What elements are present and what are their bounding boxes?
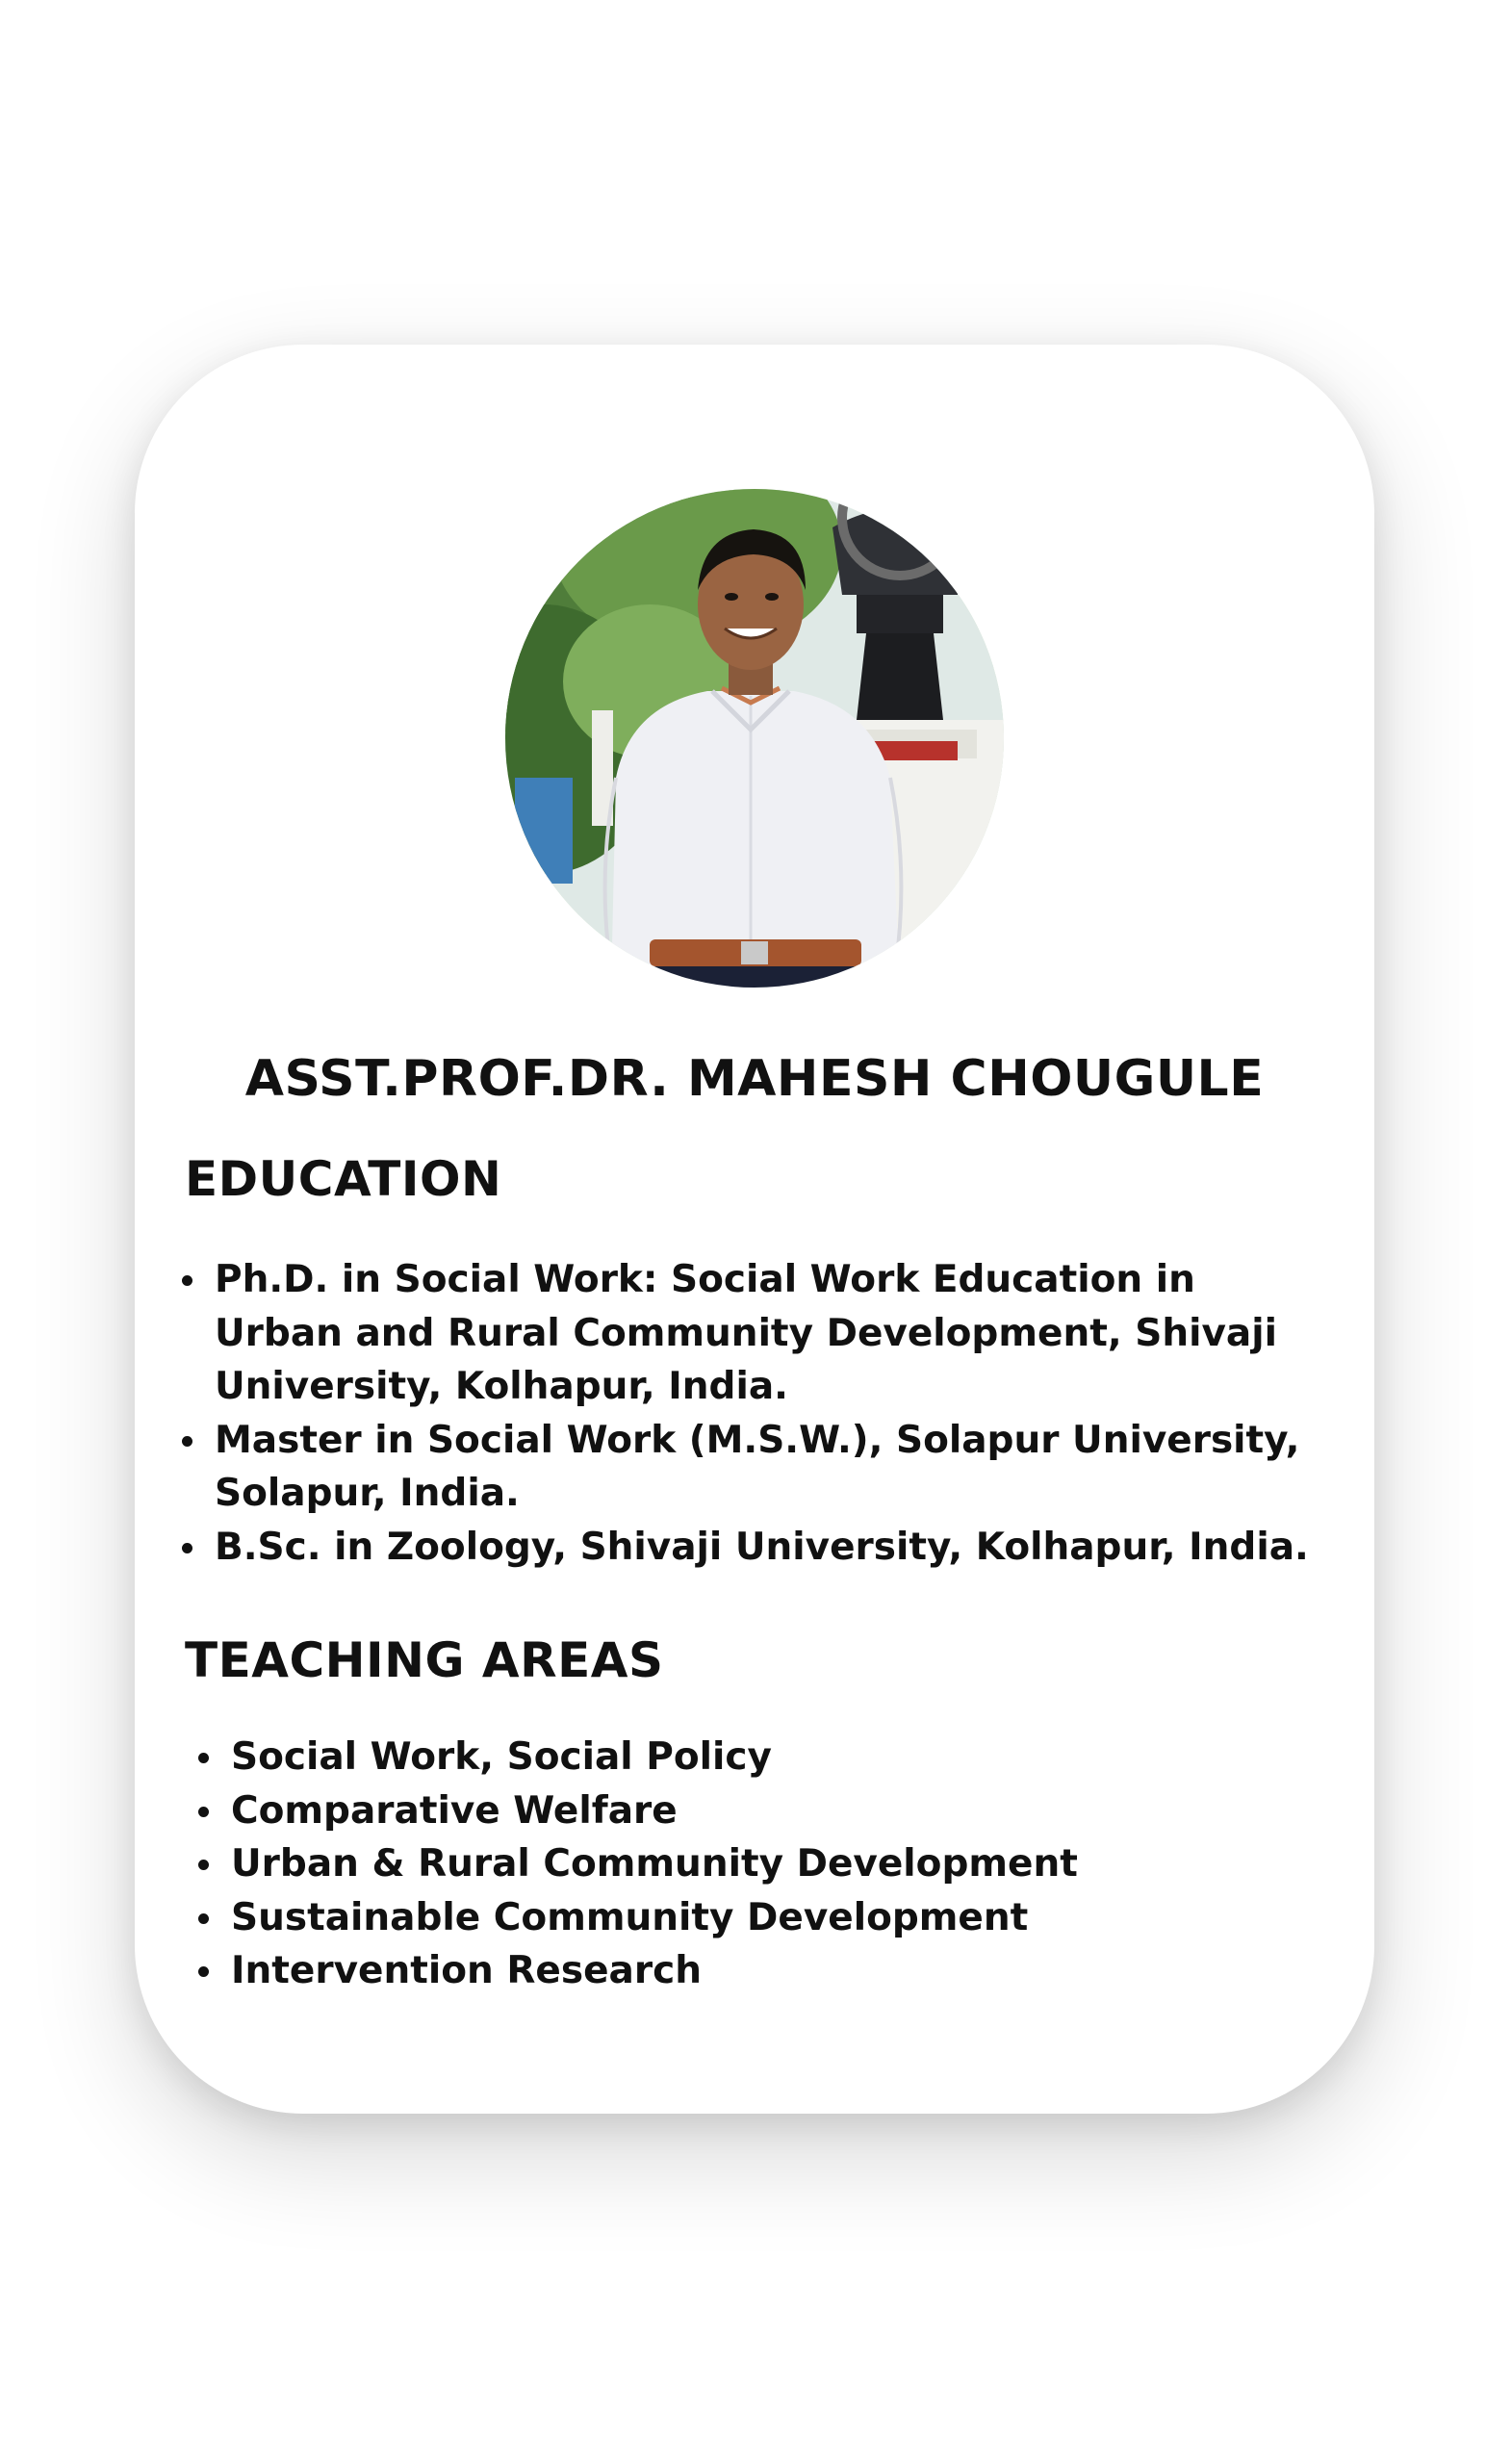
list-item: Sustainable Community Development xyxy=(198,1891,1257,1945)
list-item: Master in Social Work (M.S.W.), Solapur University, Solapur, India. xyxy=(182,1414,1318,1521)
list-item: B.Sc. in Zoology, Shivaji University, Kolhapur, India. xyxy=(182,1521,1318,1575)
list-item: Urban & Rural Community Development xyxy=(198,1837,1257,1891)
profile-photo xyxy=(505,489,1004,988)
teaching-areas-list xyxy=(198,1731,1257,1998)
teaching-areas-heading: TEACHING AREAS xyxy=(185,1632,664,1688)
list-item: Social Work, Social Policy xyxy=(198,1731,1257,1784)
list-item: Ph.D. in Social Work: Social Work Education in Urban and Rural Community Development, Shivaji University, Kolhapur, India. xyxy=(182,1253,1318,1414)
list-item: Comparative Welfare xyxy=(198,1784,1257,1838)
profile-card xyxy=(135,345,1374,2114)
list-item: Intervention Research xyxy=(198,1944,1257,1998)
education-list xyxy=(182,1253,1318,1574)
education-heading: EDUCATION xyxy=(185,1151,502,1207)
profile-name: ASST.PROF.DR. MAHESH CHOUGULE xyxy=(244,1050,1265,1108)
